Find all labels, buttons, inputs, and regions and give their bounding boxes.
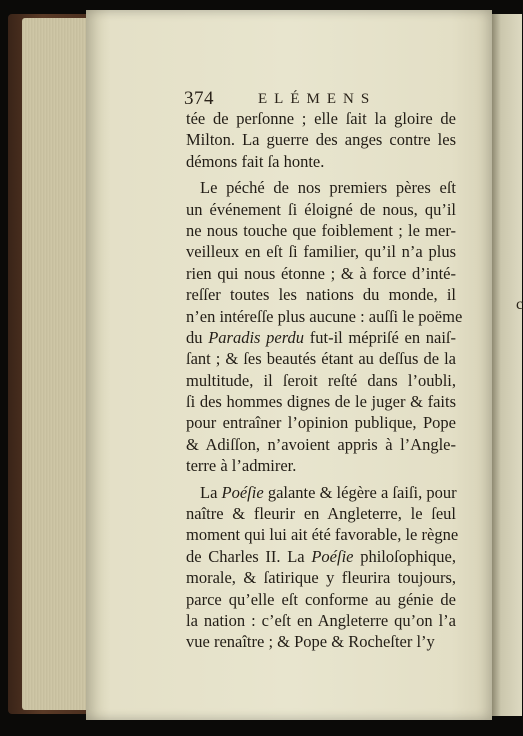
facing-page-fragment: c [516, 296, 523, 313]
text-line: tée de perſonne ; elle ſait la gloire de [186, 109, 456, 128]
text-line: la nation : c’eſt en Angleterre qu’on l’a [186, 610, 456, 630]
text-line: multitude, il ſeroit reſté dans l’oubli, [186, 370, 456, 390]
italic-title: Paradis perdu [208, 327, 305, 347]
text-line: démons fait ſa honte. [186, 151, 325, 171]
text-line: du Paradis perdu fut-il mépriſé en naiſ- [186, 327, 457, 347]
text-line: La Poéſie galante & légère a ſaiſi, pour [200, 482, 457, 502]
italic-title: Poéſie [221, 482, 264, 502]
text-line: veilleux en eſt ſi familier, qu’il n’a plus [186, 242, 456, 262]
body-text [186, 108, 463, 653]
text-line: Milton. La guerre des anges contre les [186, 130, 456, 150]
italic-title: Poéſie [311, 546, 354, 566]
text-line: ſant ; & ſes beautés étant au deſſus de la [186, 349, 456, 369]
text-line: pour entraîner l’opinion publique, Pope [186, 413, 456, 433]
page-edges [22, 18, 92, 710]
text-line: morale, & ſatirique y fleurira toujours, [186, 568, 456, 588]
text-line: de Charles II. La Poéſie philoſophique, [186, 546, 456, 566]
text-line: vue renaître ; & Pope & Rocheſter l’y [186, 632, 435, 652]
text-line: reſſer toutes les nations du monde, il [186, 285, 456, 305]
text-line: naître & fleurir en Angleterre, le ſeul [186, 504, 456, 524]
running-head [184, 88, 454, 110]
text-line: terre à l’admirer. [186, 456, 297, 476]
text-line: Le péché de nos premiers pères eſt [200, 178, 456, 198]
page-number: 374 [184, 88, 214, 109]
text-line: parce qu’elle eſt conforme au génie de [186, 589, 456, 609]
text-line: rien qui nous étonne ; & à force d’inté- [186, 263, 456, 283]
text-line: & Adiſſon, n’avoient appris à l’Angle- [186, 434, 456, 454]
page-title: ELÉMENS [258, 91, 377, 107]
facing-page-edge [492, 14, 522, 716]
text-line: moment qui lui ait été favorable, le règne [186, 525, 459, 545]
text-line: n’en intéreſſe plus aucune : auſſi le poëme [186, 306, 463, 326]
text-line: un événement ſi éloigné de nous, qu’il [186, 199, 456, 219]
text-line: ſi des hommes dignes de le juger & faits [186, 392, 456, 412]
text-line: ne nous touche que foiblement ; le mer- [186, 220, 456, 240]
